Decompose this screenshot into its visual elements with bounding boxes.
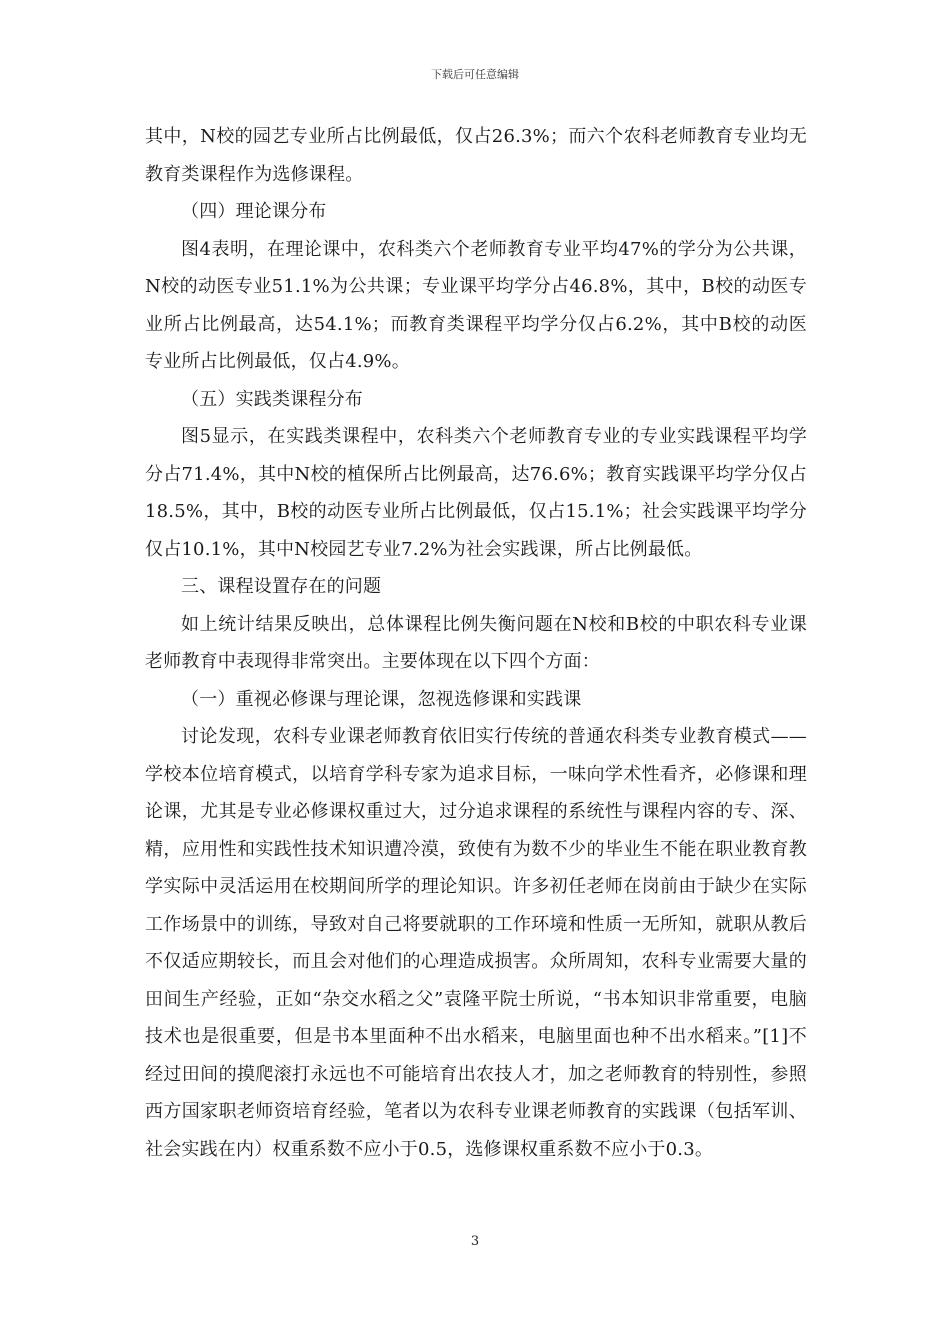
paragraph-theory-distribution: 图4表明，在理论课中，农科类六个老师教育专业平均47%的学分为公共课，N校的动医专业51.1%为公共课；专业课平均学分占46.8%，其中，B校的动医专业所占比例最高，达54.1%；而教育类课程平均学分仅占6.2%，其中B校的动医专业所占比例最低，仅占4.9%。 xyxy=(145,238,807,372)
section-heading-practice-courses: （五）实践类课程分布 xyxy=(181,388,363,410)
section-heading-required-vs-elective: （一）重视必修课与理论课，忽视选修课和实践课 xyxy=(181,688,582,710)
paragraph-continuation: 其中，N校的园艺专业所占比例最低，仅占26.3%；而六个农科老师教育专业均无教育类课程作为选修课程。 xyxy=(145,126,807,185)
page-number: 3 xyxy=(470,1234,480,1249)
section-heading-theory-courses: （四）理论课分布 xyxy=(181,201,327,222)
paragraph-discussion: 讨论发现，农科专业课老师教育依旧实行传统的普通农科类专业教育模式——学校本位培育模式，以培育学科专家为追求目标，一味向学术性看齐，必修课和理论课，尤其是专业必修课权重过大，过分追求课程的系统性与课程内容的专、深、精，应用性和实践性技术知识遭冷漠，致使有为数不少的毕业生不能在职业教育教学实际中灵活运用在校期间所学的理论知识。许多初任老师在岗前由于缺少在实际工作场景中的训练，导致对自己将要就职的工作环境和性质一无所知，就职从教后不仅适应期较长，而且会对他们的心理造成损害。众所周知，农科专业需要大量的田间生产经验，正如“杂交水稻之父”袁隆平院士所说，“书本知识非常重要，电脑技术也是很重要，但是书本里面种不出水稻来，电脑里面也种不出水稻来。”[1]不经过田间的摸爬滚打永远也不可能培育出农技人才，加之老师教育的特别性，参照西方国家职老师资培育经验，笔者以为农科专业课老师教育的实践课（包括军训、社会实践在内）权重系数不应小于0.5，选修课权重系数不应小于0.3。 xyxy=(145,726,807,1160)
page-header: 下载后可任意编辑 xyxy=(431,68,519,81)
paragraph-problems-intro: 如上统计结果反映出，总体课程比例失衡问题在N校和B校的中职农科专业课老师教育中表现得非常突出。主要体现在以下四个方面： xyxy=(145,613,807,672)
document-body xyxy=(145,118,807,1168)
paragraph-practice-distribution: 图5显示，在实践类课程中，农科类六个老师教育专业的专业实践课程平均学分占71.4%，其中N校的植保所占比例最高，达76.6%；教育实践课平均学分仅占18.5%，其中，B校的动医专业所占比例最低，仅占15.1%；社会实践课平均学分仅占10.1%，其中N校园艺专业7.2%为社会实践课，所占比例最低。 xyxy=(145,426,807,560)
section-heading-problems: 三、课程设置存在的问题 xyxy=(181,576,382,597)
